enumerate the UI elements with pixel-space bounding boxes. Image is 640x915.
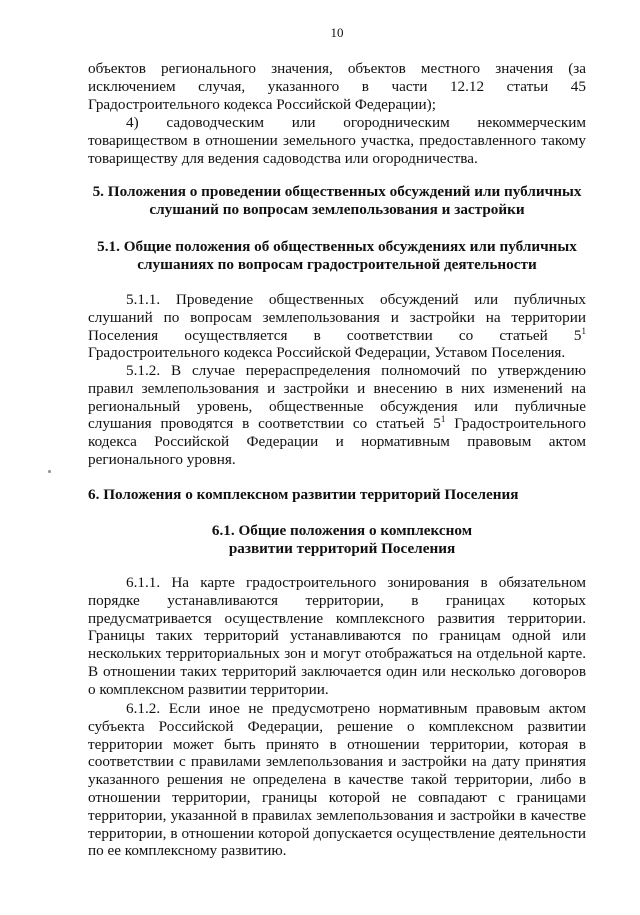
paragraph-6-1-1: 6.1.1. На карте градостроительного зонирования в обязательном порядке устанавливаются территории, в границах которых предусматривается осуществление комплексного развития территории. Границы таких территорий устанавливаются по границам одной или нескольких территориальных зон и могут отображаться на отдельной карте. В отношении таких территорий заключается один или несколько договоров о комплексном развитии территории.: [88, 574, 586, 698]
section-heading-6: 6. Положения о комплексном развитии территорий Поселения: [88, 486, 519, 503]
paragraph-5-1-1: [88, 291, 586, 362]
paragraph-5-1-1-text: 5.1.1. Проведение общественных обсуждений или публичных слушаний по вопросам землепользования и застройки на территории Поселения осуществляется в соответствии со статьей 5: [88, 291, 586, 344]
scan-speck: [48, 470, 51, 473]
paragraph-item-4: 4) садоводческим или огородническим некоммерческим товариществом в отношении земельного участка, предоставленного такому товариществу для ведения садоводства или огородничества.: [88, 114, 586, 167]
page-number: 10: [330, 25, 344, 40]
paragraph-continuation: объектов регионального значения, объектов местного значения (за исключением случая, указанного в части 12.12 статьи 45 Градостроительного кодекса Российской Федерации);: [88, 60, 586, 113]
subsection-heading-6-1: 6.1. Общие положения о комплексном развитии территорий Поселения: [211, 522, 473, 557]
paragraph-5-1-2: [88, 362, 586, 469]
paragraph-5-1-2-text: 5.1.2. В случае перераспределения полномочий по утверждению правил землепользования и застройки и внесению в них изменений на региональный уровень, общественные обсуждения или публичные слушания проводятся в соответствии со статьей 5: [88, 362, 586, 433]
section-heading-5: 5. Положения о проведении общественных обсуждений или публичных слушаний по вопросам землепользования и застройки: [92, 183, 582, 218]
subsection-heading-5-1: 5.1. Общие положения об общественных обсуждениях или публичных слушаниях по вопросам градостроительной деятельности: [97, 238, 577, 273]
paragraph-6-1-2: 6.1.2. Если иное не предусмотрено нормативным правовым актом субъекта Российской Федерации, решение о комплексном развитии территории может быть принято в отношении территории, которая в соответствии с правилами землепользования и застройки на дату принятия указанного решения не определена в качестве такой территории, либо в отношении территории, границы которой не совпадают с границами территории, указанной в правилах землепользования и застройки в качестве территории, в отношении которой допускается осуществление деятельности по ее комплексному развитию.: [88, 700, 586, 860]
superscript: 1: [581, 325, 586, 336]
paragraph-5-1-1-tail: Градостроительного кодекса Российской Федерации, Уставом Поселения.: [88, 344, 566, 362]
superscript: 1: [440, 414, 446, 425]
paragraph-5-1-2-tail: Градостроительного кодекса Российской Федерации и нормативным правовым актом регионального уровня.: [88, 415, 586, 468]
